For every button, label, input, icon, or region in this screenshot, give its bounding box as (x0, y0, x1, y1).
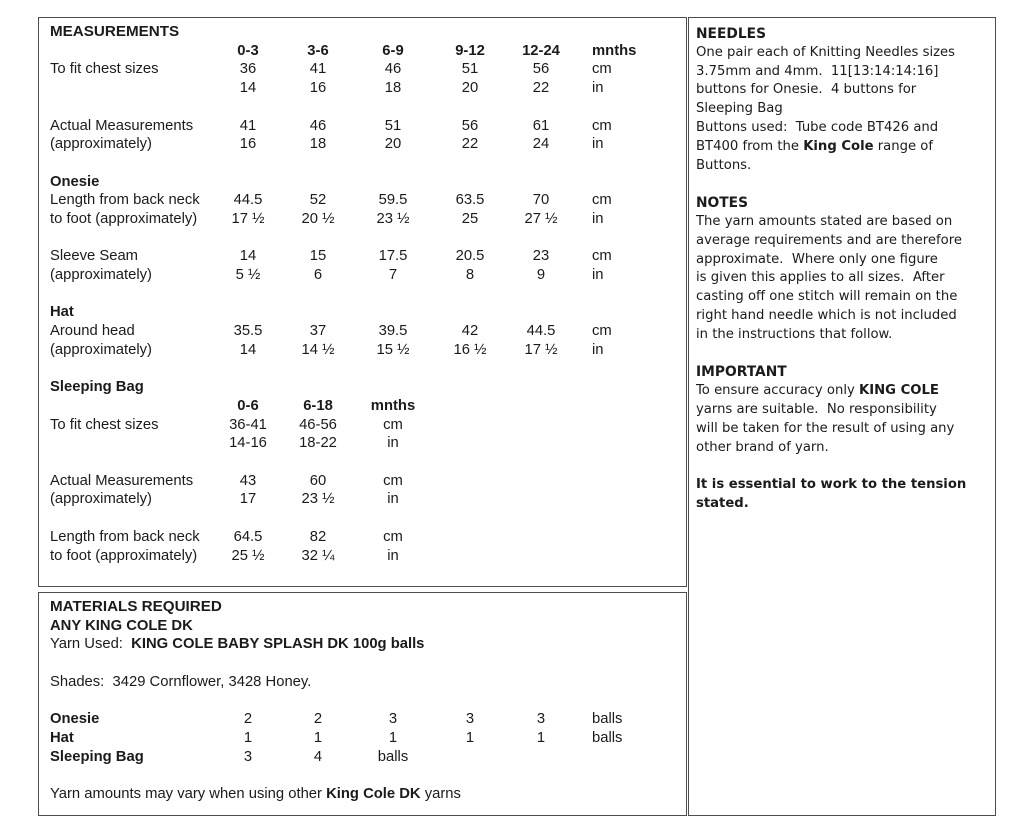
cell: 3-6 (307, 42, 329, 59)
cell: 4 (313, 748, 323, 765)
cell: To fit chest sizes (50, 61, 159, 78)
cell (50, 397, 228, 416)
cell: 24 (532, 136, 550, 153)
cell: Onesie (50, 173, 100, 190)
cell: 20 (461, 80, 479, 97)
cell: 16 (309, 80, 327, 97)
cell: 14 (239, 248, 257, 265)
yarn-note-line (50, 785, 680, 804)
needles-text-line: buttons for Onesie. 4 buttons for (696, 82, 917, 98)
row-onesie-heading (50, 173, 680, 192)
cell: 15 (309, 248, 327, 265)
cell (50, 434, 228, 453)
cell: 6-18 (303, 397, 333, 414)
cell: to foot (approximately) (50, 547, 198, 564)
row-sb-actual-cm (50, 472, 680, 491)
cell: 6-9 (382, 42, 404, 59)
cell: 15 ½ (376, 341, 410, 358)
cell: 51 (384, 117, 402, 134)
needles-line-post: range of (873, 138, 934, 154)
spacer-row (696, 345, 989, 364)
cell: Onesie (50, 711, 100, 728)
row-actual-measurements-cm (50, 117, 680, 136)
cell: in (592, 136, 604, 153)
cell: 9 (536, 267, 546, 284)
spacer-row (50, 692, 680, 711)
cell: 20.5 (455, 248, 485, 265)
cell (50, 42, 228, 61)
spacer-row (50, 766, 680, 785)
yarn-used-label: Yarn Used: (50, 636, 132, 653)
cell: 59.5 (378, 192, 408, 209)
cell: 52 (309, 192, 327, 209)
cell: 56 (532, 61, 550, 78)
row-onesie-length-cm (50, 191, 680, 210)
cell: 41 (239, 117, 257, 134)
cell: 27 ½ (524, 211, 558, 227)
cell: Length from back neck (50, 192, 200, 209)
needles-text-line: One pair each of Knitting Needles sizes (696, 44, 956, 60)
cell: 63.5 (455, 192, 485, 209)
notes-heading: NOTES (696, 195, 749, 212)
cell: in (387, 491, 399, 508)
measurements-title: MEASUREMENTS (50, 23, 180, 40)
cell: (approximately) (50, 341, 152, 358)
important-text-line: yarns are suitable. No responsibility (696, 401, 937, 417)
cell: 14 (239, 341, 257, 358)
notes-text-line: approximate. Where only one figure (696, 251, 938, 267)
cell: 23 (532, 248, 550, 265)
cell: 2 (243, 711, 253, 728)
materials-subtitle: ANY KING COLE DK (50, 617, 193, 634)
cell: 1 (313, 729, 323, 746)
row-sb-length-cm (50, 528, 680, 547)
row-hat-heading (50, 303, 680, 322)
cell: in (592, 80, 604, 97)
cell: cm (592, 117, 612, 134)
cell: 3 (465, 711, 475, 728)
spacer-row (50, 98, 680, 117)
spacer-row (50, 654, 680, 673)
spacer-row (50, 285, 680, 304)
cell: 12-24 (522, 42, 560, 59)
sleeping-bag-size-header-row (50, 397, 680, 416)
brand-name: King Cole (803, 138, 874, 154)
cell: 17.5 (378, 248, 408, 265)
cell: 20 (384, 136, 402, 153)
cell: 16 (239, 136, 257, 153)
notes-text-line: casting off one stitch will remain on the (696, 289, 958, 305)
cell: 23 ½ (301, 491, 335, 508)
cell: Sleeping Bag (50, 748, 144, 765)
cell: 42 (461, 323, 479, 340)
spacer-row (50, 229, 680, 248)
row-sleeping-bag-balls (50, 748, 680, 767)
row-onesie-length-in (50, 210, 680, 229)
measurements-panel (38, 17, 687, 587)
cell: 5 ½ (235, 267, 261, 284)
cell: 1 (243, 729, 253, 746)
cell: mnths (592, 42, 637, 59)
cell: 46 (384, 61, 402, 78)
cell: 18 (309, 136, 327, 153)
cell: 20 ½ (301, 211, 335, 227)
row-sb-to-fit-chest-cm (50, 416, 680, 435)
yarn-used-line (50, 635, 680, 654)
notes-text-line: The yarn amounts stated are based on (696, 213, 953, 229)
cell: balls (592, 729, 623, 746)
cell: 25 (461, 211, 479, 227)
notes-text-line: average requirements and are therefore (696, 232, 962, 248)
cell: 0-3 (237, 42, 259, 59)
cell: 23 ½ (376, 211, 410, 227)
cell: balls (592, 711, 623, 728)
cell: 6 (313, 267, 323, 284)
cell: 32 ¼ (301, 547, 335, 564)
cell: 46-56 (299, 416, 337, 433)
row-hat-balls (50, 729, 680, 748)
yarn-used-value: KING COLE BABY SPLASH DK 100g balls (131, 636, 425, 653)
cell: 18 (384, 80, 402, 97)
yarn-note-post: yarns (420, 785, 461, 802)
tension-statement-line: It is essential to work to the tension (696, 477, 967, 493)
cell: 35.5 (233, 323, 263, 340)
cell: 3 (243, 748, 253, 765)
important-text-line (696, 382, 989, 401)
cell: in (592, 341, 604, 358)
needles-text-line (696, 138, 989, 157)
important-text-line: other brand of yarn. (696, 439, 829, 455)
needles-text-line: Buttons used: Tube code BT426 and (696, 119, 939, 135)
spacer-row (696, 457, 989, 476)
important-line-pre: To ensure accuracy only (696, 383, 859, 399)
row-sleeve-seam-cm (50, 247, 680, 266)
cell: 14-16 (229, 435, 267, 452)
cell: 18-22 (299, 435, 337, 452)
needles-text-line: Sleeping Bag (696, 101, 783, 117)
row-onesie-balls (50, 710, 680, 729)
spacer-row (50, 453, 680, 472)
cell: 3 (388, 711, 398, 728)
cell: balls (377, 748, 409, 765)
cell: 3 (536, 711, 546, 728)
cell: 44.5 (233, 192, 263, 209)
cell: Length from back neck (50, 528, 200, 545)
cell: 14 ½ (301, 341, 335, 358)
spacer-row (50, 360, 680, 379)
row-to-fit-chest-in (50, 79, 680, 98)
brand-name: KING COLE (859, 383, 939, 399)
cell: in (592, 211, 604, 227)
cell: cm (592, 323, 612, 340)
cell: 8 (465, 267, 475, 284)
spacer-row (50, 154, 680, 173)
cell: (approximately) (50, 136, 152, 153)
cell: 60 (309, 472, 327, 489)
cell: Around head (50, 323, 135, 340)
materials-title: MATERIALS REQUIRED (50, 598, 222, 615)
cell: cm (592, 248, 612, 265)
cell: (approximately) (50, 267, 152, 284)
cell: cm (592, 61, 612, 78)
notes-text-line: is given this applies to all sizes. After (696, 270, 945, 286)
spacer-row (696, 175, 989, 194)
important-text-line: will be taken for the result of using any (696, 420, 955, 436)
yarn-note-bold: King Cole DK (326, 785, 421, 802)
row-sleeve-seam-in (50, 266, 680, 285)
cell: 17 ½ (231, 211, 265, 227)
cell: to foot (approximately) (50, 211, 198, 227)
cell: 22 (532, 80, 550, 97)
cell: 82 (309, 528, 327, 545)
cell: 70 (532, 192, 550, 209)
row-sb-to-fit-chest-in (50, 434, 680, 453)
cell: 1 (536, 729, 546, 746)
cell: 43 (239, 472, 257, 489)
tension-statement-line: stated. (696, 495, 749, 511)
cell: in (387, 547, 399, 564)
cell: 61 (532, 117, 550, 134)
cell: 46 (309, 117, 327, 134)
row-actual-measurements-in (50, 135, 680, 154)
cell: Hat (50, 304, 74, 321)
important-heading: IMPORTANT (696, 364, 787, 381)
needles-text-line: Buttons. (696, 157, 752, 173)
cell: 7 (388, 267, 398, 284)
cell: 22 (461, 136, 479, 153)
cell: cm (383, 416, 403, 433)
cell: Hat (50, 729, 74, 746)
cell: (approximately) (50, 491, 152, 508)
cell: Actual Measurements (50, 117, 194, 134)
row-around-head-in (50, 341, 680, 360)
cell: To fit chest sizes (50, 416, 159, 433)
cell: 1 (465, 729, 475, 746)
cell: Actual Measurements (50, 472, 194, 489)
row-around-head-cm (50, 322, 680, 341)
notes-text-line: right hand needle which is not included (696, 307, 957, 323)
needles-heading: NEEDLES (696, 26, 767, 42)
cell: 36 (239, 61, 257, 78)
cell: 17 (239, 491, 257, 508)
cell: cm (383, 528, 403, 545)
shades-line: Shades: 3429 Cornflower, 3428 Honey. (50, 673, 312, 690)
size-header-row (50, 42, 680, 61)
cell: 16 ½ (453, 341, 487, 358)
cell: in (592, 267, 604, 284)
cell: cm (592, 192, 612, 209)
cell: 14 (239, 80, 257, 97)
cell: 0-6 (237, 397, 259, 414)
cell: 9-12 (455, 42, 485, 59)
notes-text-line: in the instructions that follow. (696, 326, 893, 342)
materials-panel (38, 592, 687, 816)
cell: 51 (461, 61, 479, 78)
cell (50, 79, 228, 98)
needles-text-line: 3.75mm and 4mm. 11[13:14:14:16] (696, 63, 939, 79)
cell: 44.5 (526, 323, 556, 340)
row-sb-length-in (50, 547, 680, 566)
cell: 56 (461, 117, 479, 134)
cell: 2 (313, 711, 323, 728)
spacer-row (50, 509, 680, 528)
row-to-fit-chest-cm (50, 60, 680, 79)
cell: 41 (309, 61, 327, 78)
cell: 25 ½ (231, 547, 265, 564)
cell: 37 (309, 323, 327, 340)
notes-panel (688, 17, 996, 816)
cell: in (387, 435, 399, 452)
cell: cm (383, 472, 403, 489)
needles-line-pre: BT400 from the (696, 138, 804, 154)
cell: 39.5 (378, 323, 408, 340)
row-sleeping-bag-heading (50, 378, 680, 397)
cell: 17 ½ (524, 341, 558, 358)
cell: 36-41 (229, 416, 267, 433)
cell: Sleeping Bag (50, 379, 144, 396)
cell: mnths (370, 397, 416, 414)
cell: 64.5 (233, 528, 263, 545)
row-sb-actual-in (50, 490, 680, 509)
yarn-note-pre: Yarn amounts may vary when using other (50, 785, 327, 802)
cell: Sleeve Seam (50, 248, 139, 265)
cell: 1 (388, 729, 398, 746)
